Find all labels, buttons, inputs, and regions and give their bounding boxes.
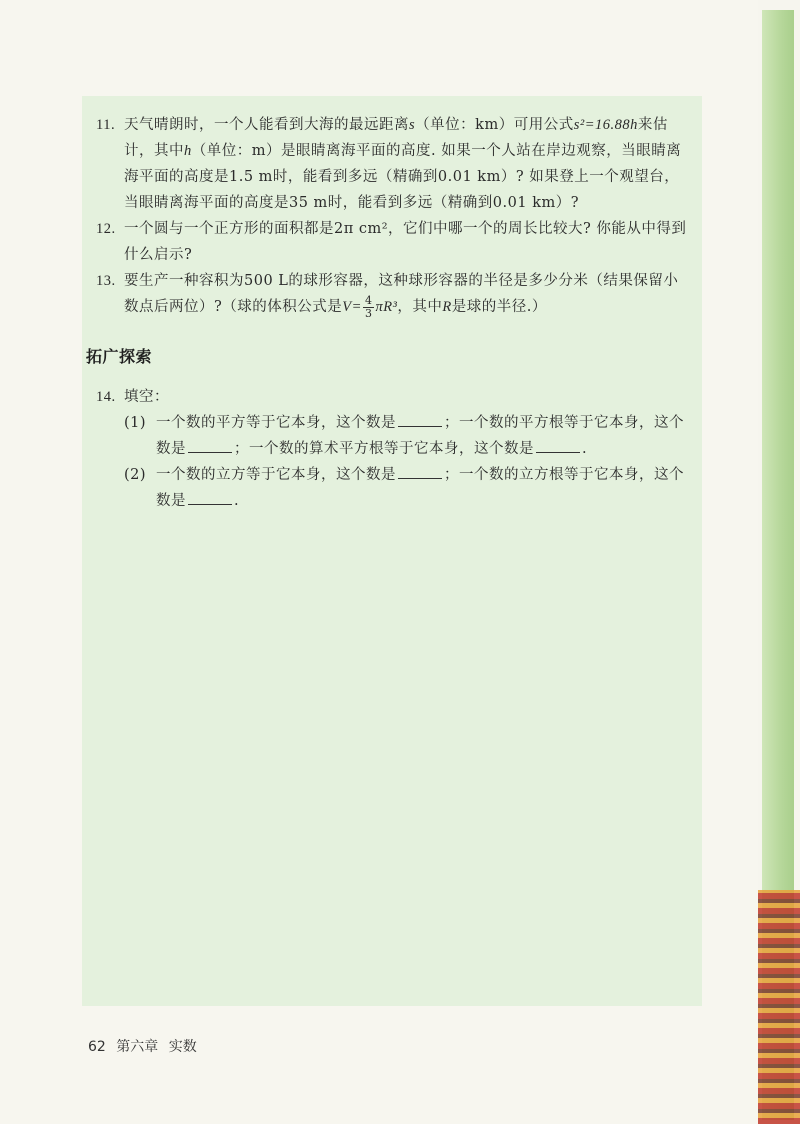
answer-blank[interactable] [188, 438, 232, 453]
variable: h [184, 143, 192, 159]
problem-text: . [582, 441, 588, 457]
variable: s [409, 117, 416, 133]
section-title: 拓广探索 [86, 347, 153, 366]
problem-14 [96, 384, 688, 410]
problem-12 [96, 216, 688, 268]
exercise-content [86, 112, 688, 514]
answer-blank[interactable] [398, 464, 442, 479]
formula: πR³ [375, 299, 398, 315]
problem-11 [96, 112, 688, 216]
fraction-numerator: 4 [364, 293, 373, 307]
fraction [363, 295, 375, 320]
spine-photo [758, 890, 800, 1124]
problem-text: . [234, 493, 240, 509]
formula: V= [342, 299, 362, 315]
problem-text: 一个圆与一个正方形的面积都是2π cm²，它们中哪一个的周长比较大? 你能从中得到什么启示? [124, 221, 687, 263]
problem-text: 填空： [124, 389, 169, 405]
page-footer [88, 1036, 203, 1056]
problem-text: 一个数的立方等于它本身，这个数是 [156, 467, 396, 483]
chapter-title: 实数 [168, 1039, 197, 1055]
sub-question-label: (1) [124, 415, 147, 431]
sub-question-1 [124, 410, 688, 462]
answer-blank[interactable] [398, 412, 442, 427]
problem-text: （单位：m）是眼睛离海平面的高度. 如果一个人站在岸边观察，当眼睛离海平面的高度是1.5 m时，能看到多远（精确到0.01 km）? 如果登上一个观望台，当眼睛离海平面的高度是35 m时，能看到多远（精确到0.01 km）? [124, 143, 682, 211]
answer-blank[interactable] [536, 438, 580, 453]
problem-text: 是球的半径.） [451, 299, 547, 315]
sub-question-2 [124, 462, 688, 514]
problem-14-parts [96, 410, 688, 514]
problem-text: 来估计，其中 [124, 117, 668, 159]
problem-text: ；一个数的算术平方根等于它本身，这个数是 [234, 441, 534, 457]
sub-question-label: (2) [124, 467, 147, 483]
problem-text: 一个数的平方等于它本身，这个数是 [156, 415, 396, 431]
answer-blank[interactable] [188, 490, 232, 505]
formula: s²=16.88h [573, 117, 638, 133]
problem-text: ，其中 [397, 299, 443, 315]
problem-text: ；一个数的立方根等于它本身，这个数是 [156, 467, 684, 509]
problem-text: 天气晴朗时，一个人能看到大海的最远距离 [124, 117, 409, 133]
fraction-denominator: 3 [364, 306, 373, 320]
variable: R [442, 299, 452, 315]
page-number: 62 [88, 1039, 106, 1055]
problem-number: 11. [96, 117, 116, 133]
problem-text: ；一个数的平方根等于它本身，这个数是 [156, 415, 684, 457]
problem-number: 12. [96, 221, 116, 237]
problem-number: 13. [96, 273, 116, 289]
problem-text: （单位：km）可用公式 [415, 117, 574, 133]
problem-number: 14. [96, 389, 116, 405]
problem-text: 要生产一种容积为500 L的球形容器，这种球形容器的半径是多少分米（结果保留小数点后两位）?（球的体积公式是 [124, 273, 679, 315]
chapter-label: 第六章 [116, 1039, 159, 1055]
problem-13 [96, 268, 688, 320]
